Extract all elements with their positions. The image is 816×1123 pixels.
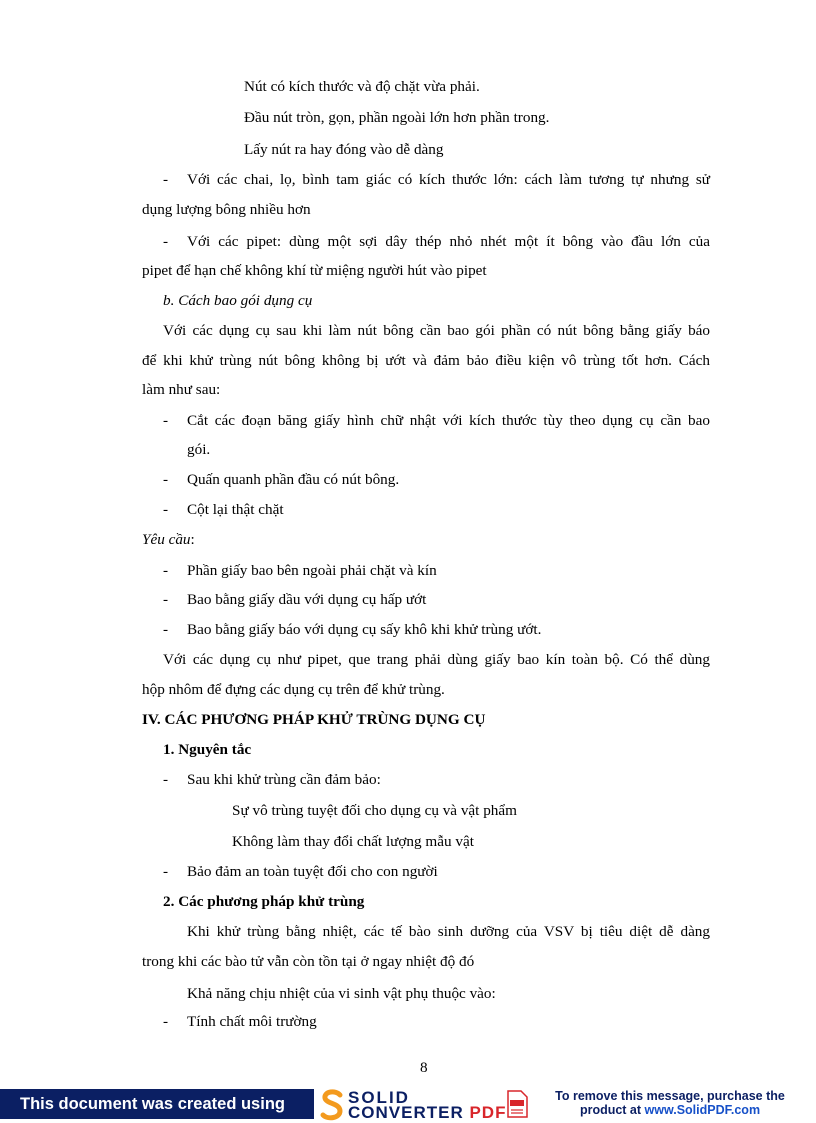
bullet-dash: -	[163, 501, 169, 518]
indented-line: Sự vô trùng tuyệt đối cho dụng cụ và vật phẩm	[232, 802, 517, 819]
subheading: b. Cách bao gói dụng cụ	[163, 292, 313, 309]
purchase-prefix: product at	[579, 1103, 642, 1117]
solid-converter-logo[interactable]	[320, 1088, 532, 1122]
section-heading: IV. CÁC PHƯƠNG PHÁP KHỬ TRÙNG DỤNG CỤ	[142, 711, 486, 728]
indented-line: Không làm thay đổi chất lượng mẫu vật	[232, 833, 474, 850]
bullet-text: gói.	[187, 441, 211, 458]
page-number: 8	[420, 1059, 428, 1076]
bullet-text: Bảo đảm an toàn tuyệt đối cho con người	[187, 863, 438, 880]
bullet-dash: -	[163, 591, 169, 608]
subsection-heading: 1. Nguyên tắc	[163, 741, 252, 758]
bullet-dash: -	[163, 562, 169, 579]
purchase-line-1: To remove this message, purchase the	[555, 1089, 785, 1103]
requirement-label-text: Yêu cầu	[142, 531, 191, 548]
bullet-text: Cột lại thật chặt	[187, 501, 284, 518]
bullet-text: Quấn quanh phần đầu có nút bông.	[187, 471, 400, 488]
bullet-text: Phần giấy bao bên ngoài phải chặt và kín	[187, 562, 437, 579]
paragraph-line: Khi khử trùng bằng nhiệt, các tế bào sinh dưỡng của VSV bị tiêu diệt dễ dàng	[187, 923, 710, 940]
text-line: Lấy nút ra hay đóng vào dễ dàng	[244, 141, 444, 158]
text-line: dụng lượng bông nhiều hơn	[142, 201, 311, 218]
bullet-dash: -	[163, 412, 169, 429]
bullet-text: Với các chai, lọ, bình tam giác có kích thước lớn: cách làm tương tự nhưng sử	[187, 171, 710, 188]
colon: :	[190, 531, 195, 548]
bullet-dash: -	[163, 233, 169, 250]
text-line: Đầu nút tròn, gọn, phần ngoài lớn hơn phần trong.	[244, 109, 550, 126]
purchase-message	[536, 1089, 804, 1117]
bullet-dash: -	[163, 471, 169, 488]
bullet-dash: -	[163, 1013, 169, 1030]
requirement-label	[142, 530, 195, 550]
bullet-text: Cắt các đoạn băng giấy hình chữ nhật với kích thước tùy theo dụng cụ cần bao	[187, 412, 710, 429]
subsection-heading: 2. Các phương pháp khử trùng	[163, 893, 365, 910]
text-line: Nút có kích thước và độ chặt vừa phải.	[244, 78, 480, 95]
bullet-dash: -	[163, 621, 169, 638]
logo-line-2	[348, 1103, 506, 1123]
paragraph-line: Khả năng chịu nhiệt của vi sinh vật phụ thuộc vào:	[187, 985, 496, 1002]
bullet-text: Tính chất môi trường	[187, 1013, 317, 1030]
watermark-banner	[0, 1085, 816, 1123]
banner-text: This document was created using	[0, 1089, 314, 1119]
paragraph-line: để khi khử trùng nút bông không bị ướt và đảm bảo điều kiện vô trùng tốt hơn. Cách	[142, 352, 710, 369]
pdf-document-icon	[506, 1090, 528, 1118]
s-logo-icon	[320, 1089, 346, 1121]
logo-converter: CONVERTER	[348, 1103, 464, 1122]
paragraph-line: hộp nhôm để đựng các dụng cụ trên để khử trùng.	[142, 681, 445, 698]
bullet-text: Sau khi khử trùng cần đảm bảo:	[187, 771, 381, 788]
bullet-text: Bao bằng giấy báo với dụng cụ sấy khô khi khử trùng ướt.	[187, 621, 542, 638]
paragraph-line: Với các dụng cụ sau khi làm nút bông cần bao gói phần có nút bông bằng giấy báo	[163, 322, 710, 339]
purchase-line-2	[536, 1103, 804, 1117]
paragraph-line: Với các dụng cụ như pipet, que trang phải dùng giấy bao kín toàn bộ. Có thể dùng	[163, 651, 710, 668]
bullet-dash: -	[163, 863, 169, 880]
logo-line-1: SOLID	[348, 1088, 410, 1107]
paragraph-line: làm như sau:	[142, 381, 221, 398]
paragraph-line: trong khi các bào tử vẫn còn tồn tại ở ngay nhiệt độ đó	[142, 953, 475, 970]
bullet-text: Với các pipet: dùng một sợi dây thép nhỏ nhét một ít bông vào đầu lớn của	[187, 233, 710, 250]
logo-pdf: PDF	[469, 1103, 507, 1122]
text-line: pipet để hạn chế không khí từ miệng người hút vào pipet	[142, 262, 487, 279]
bullet-text: Bao bằng giấy dầu với dụng cụ hấp ướt	[187, 591, 427, 608]
bullet-dash: -	[163, 771, 169, 788]
solidpdf-link[interactable]: www.SolidPDF.com	[644, 1103, 761, 1117]
bullet-dash: -	[163, 171, 169, 188]
